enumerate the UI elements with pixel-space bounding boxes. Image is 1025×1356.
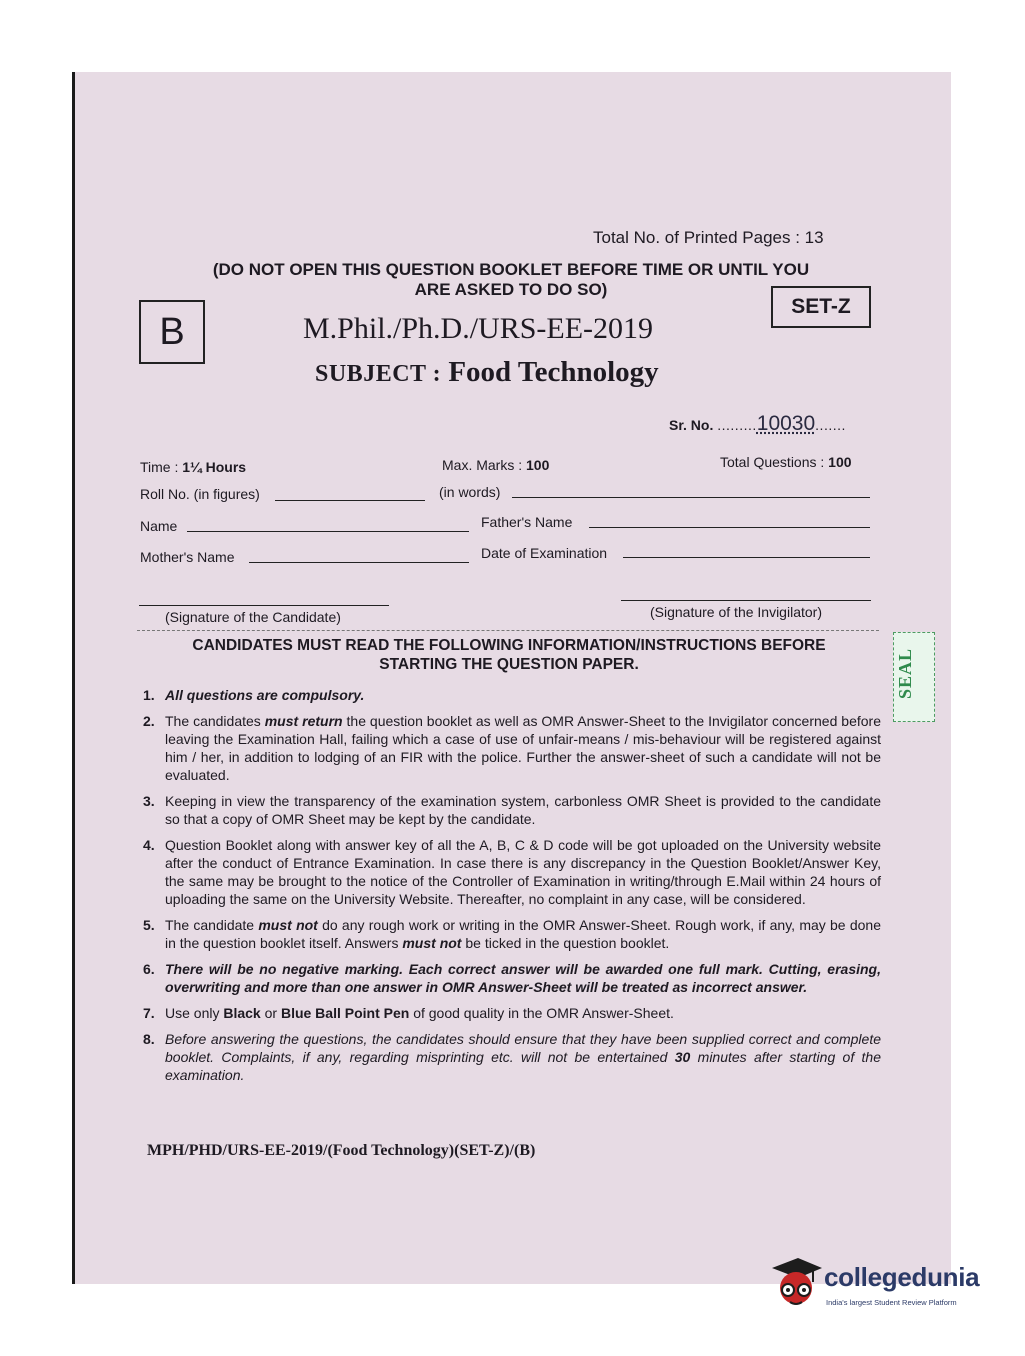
instruction-item: 7. Use only Black or Blue Ball Point Pen of good quality in the OMR Answer-Sheet.: [143, 1005, 674, 1021]
instruction-item: 4. Question Booklet along with answer key of all the A, B, C & D code will be got uploaded on the University website after the conduct of Entrance Examination. In case there is any discrepancy in the Question Booklet/Answer Key, the same may be brought to the notice of the Controller of Examination in writing/through E.Mail within 24 hours of uploading the same on the University Website. Thereafter, no complaint in any case, will be considered.: [143, 837, 881, 907]
candidate-signature-label: (Signature of the Candidate): [165, 609, 341, 625]
instruction-item: 1. All questions are compulsory.: [143, 687, 365, 703]
logo-tagline: India's largest Student Review Platform: [826, 1298, 957, 1307]
instruction-item: 2. The candidates must return the question booklet as well as OMR Answer-Sheet to the Invigilator concerned before leaving the Examination Hall, failing which a case of use of unfair-means / mis-behaviour will be registered against him / her, in addition to lodging of an FIR with the police. Further the answer-sheet of such a candidate will not be evaluated.: [143, 713, 881, 783]
total-questions-field: Total Questions : 100: [720, 454, 852, 470]
logo-wordmark: collegedunia: [824, 1262, 980, 1292]
mother-name-label: Mother's Name: [140, 549, 235, 565]
instruction-item: 3. Keeping in view the transparency of the examination system, carbonless OMR Sheet is provided to the candidate so that a copy of OMR Sheet may be kept by the candidate.: [143, 793, 881, 827]
exam-date-field[interactable]: [623, 557, 870, 558]
booklet-code: MPH/PHD/URS-EE-2019/(Food Technology)(SET-Z)/(B): [147, 1142, 536, 1159]
collegedunia-logo[interactable]: [768, 1252, 1008, 1332]
booklet-series-box: B: [139, 300, 205, 364]
roll-no-words-label: (in words): [439, 484, 501, 500]
instructions-heading: CANDIDATES MUST READ THE FOLLOWING INFORMATION/INSTRUCTIONS BEFORE STARTING THE QUESTION PAPER.: [192, 637, 826, 673]
printed-pages-count: Total No. of Printed Pages : 13: [593, 228, 824, 247]
set-badge: SET-Z: [771, 286, 871, 328]
do-not-open-warning: (DO NOT OPEN THIS QUESTION BOOKLET BEFORE TIME OR UNTIL YOU ARE ASKED TO DO SO): [212, 260, 810, 299]
instructions-list: [143, 686, 881, 1092]
invigilator-signature-label: (Signature of the Invigilator): [650, 604, 822, 620]
subject-value: Food Technology: [448, 356, 659, 388]
max-marks-field: Max. Marks : 100: [442, 457, 550, 473]
question-booklet-cover: [75, 72, 951, 1284]
father-name-label: Father's Name: [481, 514, 573, 530]
graduate-mascot-icon: [768, 1254, 822, 1316]
roll-no-words-field[interactable]: [512, 497, 870, 498]
name-field[interactable]: [187, 531, 469, 532]
instruction-item: 6. There will be no negative marking. Each correct answer will be awarded one full mark. Cutting, erasing, overwriting and more than one answer in OMR Answer-Sheet will be treated as incorrect answer.: [143, 961, 881, 995]
serial-number: Sr. No. .........10030.......: [669, 412, 846, 435]
invigilator-signature-line[interactable]: [621, 600, 871, 601]
candidate-signature-line[interactable]: [139, 605, 389, 606]
seal-stamp: SEAL: [893, 632, 935, 722]
instruction-item: 8. Before answering the questions, the candidates should ensure that they have been supplied correct and complete booklet. Complaints, if any, regarding misprinting etc. will not be entertained 30 minutes after starting of the examination.: [143, 1031, 881, 1083]
father-name-field[interactable]: [589, 527, 870, 528]
roll-no-figures-field[interactable]: [275, 500, 425, 501]
subject-label: SUBJECT :: [315, 361, 442, 387]
subject-line: [315, 356, 659, 389]
time-field: Time : 1¼ Hours: [140, 459, 247, 475]
name-label: Name: [140, 518, 178, 534]
mother-name-field[interactable]: [249, 562, 469, 563]
serial-number-value: 10030: [756, 412, 816, 435]
exam-date-label: Date of Examination: [481, 545, 608, 561]
instruction-item: 5. The candidate must not do any rough work or writing in the OMR Answer-Sheet. Rough work, if any, may be done in the question booklet itself. Answers must not be ticked in the question booklet.: [143, 917, 881, 951]
exam-title: M.Phil./Ph.D./URS-EE-2019: [303, 312, 654, 345]
divider: [137, 630, 879, 631]
roll-no-figures-label: Roll No. (in figures): [140, 486, 260, 502]
